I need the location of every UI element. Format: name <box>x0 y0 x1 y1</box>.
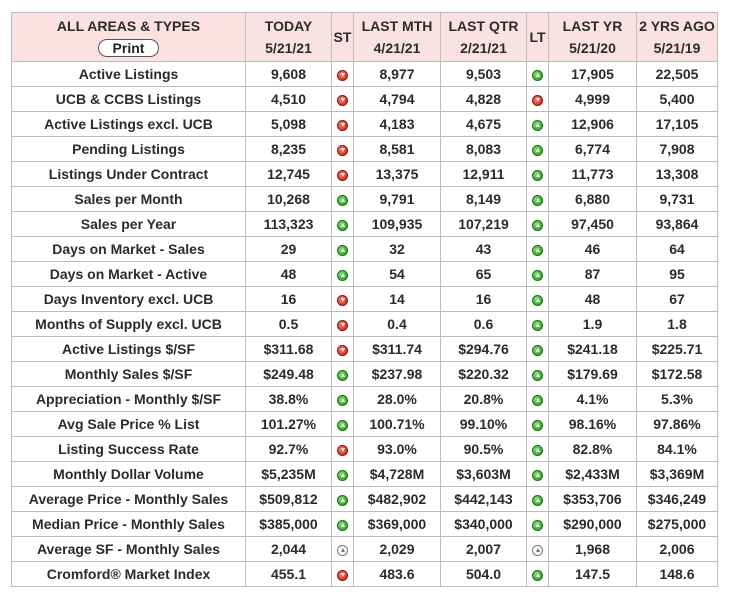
header-date: 5/21/20 <box>569 40 616 56</box>
long-term-trend-icon <box>532 470 543 481</box>
short-term-trend-cell <box>332 237 354 262</box>
today-value: 5,098 <box>246 112 332 137</box>
metric-label: Sales per Year <box>12 212 246 237</box>
table-row <box>12 512 718 537</box>
short-term-trend-icon <box>337 70 348 81</box>
last-year-value: 82.8% <box>549 437 637 462</box>
market-table-container <box>11 12 718 587</box>
long-term-trend-cell <box>527 312 549 337</box>
last-year-value: 1.9 <box>549 312 637 337</box>
two-years-ago-value: 95 <box>637 262 718 287</box>
two-years-ago-value: 22,505 <box>637 62 718 87</box>
last-year-value: 98.16% <box>549 412 637 437</box>
header-lt <box>527 13 549 62</box>
short-term-trend-icon <box>337 95 348 106</box>
last-quarter-value: 4,675 <box>441 112 527 137</box>
short-term-trend-cell <box>332 312 354 337</box>
two-years-ago-value: $172.58 <box>637 362 718 387</box>
last-month-value: $311.74 <box>354 337 441 362</box>
metric-label: Cromford® Market Index <box>12 562 246 587</box>
today-value: 12,745 <box>246 162 332 187</box>
long-term-trend-cell <box>527 537 549 562</box>
last-year-value: 4.1% <box>549 387 637 412</box>
long-term-trend-icon <box>532 320 543 331</box>
last-month-value: 8,977 <box>354 62 441 87</box>
last-quarter-value: 504.0 <box>441 562 527 587</box>
table-row <box>12 462 718 487</box>
long-term-trend-cell <box>527 462 549 487</box>
last-month-value: 54 <box>354 262 441 287</box>
today-value: 0.5 <box>246 312 332 337</box>
short-term-trend-cell <box>332 437 354 462</box>
last-month-value: 32 <box>354 237 441 262</box>
table-row <box>12 537 718 562</box>
long-term-trend-icon <box>532 370 543 381</box>
long-term-trend-cell <box>527 237 549 262</box>
two-years-ago-value: 1.8 <box>637 312 718 337</box>
table-row <box>12 262 718 287</box>
long-term-trend-icon <box>532 395 543 406</box>
long-term-trend-cell <box>527 387 549 412</box>
long-term-trend-cell <box>527 412 549 437</box>
table-row <box>12 187 718 212</box>
two-years-ago-value: 84.1% <box>637 437 718 462</box>
long-term-trend-icon <box>532 570 543 581</box>
today-value: $509,812 <box>246 487 332 512</box>
short-term-trend-icon <box>337 245 348 256</box>
table-title: ALL AREAS & TYPES <box>56 18 201 34</box>
two-years-ago-value: 67 <box>637 287 718 312</box>
last-quarter-value: $220.32 <box>441 362 527 387</box>
table-row <box>12 237 718 262</box>
metric-label: Months of Supply excl. UCB <box>12 312 246 337</box>
last-quarter-value: $294.76 <box>441 337 527 362</box>
two-years-ago-value: 148.6 <box>637 562 718 587</box>
last-quarter-value: 20.8% <box>441 387 527 412</box>
short-term-trend-icon <box>337 570 348 581</box>
short-term-trend-icon <box>337 145 348 156</box>
short-term-trend-cell <box>332 112 354 137</box>
table-row <box>12 87 718 112</box>
metric-label: Listing Success Rate <box>12 437 246 462</box>
short-term-trend-icon <box>337 395 348 406</box>
today-value: $311.68 <box>246 337 332 362</box>
short-term-trend-cell <box>332 362 354 387</box>
last-quarter-value: 99.10% <box>441 412 527 437</box>
header-label: LAST MTH <box>361 18 433 34</box>
short-term-trend-icon <box>337 220 348 231</box>
last-quarter-value: 12,911 <box>441 162 527 187</box>
long-term-trend-cell <box>527 437 549 462</box>
last-month-value: $4,728M <box>354 462 441 487</box>
metric-label: Active Listings $/SF <box>12 337 246 362</box>
header-today <box>246 13 332 62</box>
two-years-ago-value: 9,731 <box>637 187 718 212</box>
header-date: 4/21/21 <box>373 40 421 56</box>
two-years-ago-value: 2,006 <box>637 537 718 562</box>
last-quarter-value: 2,007 <box>441 537 527 562</box>
today-value: 2,044 <box>246 537 332 562</box>
last-year-value: 11,773 <box>549 162 637 187</box>
header-2-yrs-ago <box>637 13 718 62</box>
table-row <box>12 387 718 412</box>
today-value: 4,510 <box>246 87 332 112</box>
header-label: ST <box>333 29 352 45</box>
long-term-trend-cell <box>527 62 549 87</box>
last-month-value: 28.0% <box>354 387 441 412</box>
last-quarter-value: 8,083 <box>441 137 527 162</box>
last-quarter-value: 65 <box>441 262 527 287</box>
two-years-ago-value: $3,369M <box>637 462 718 487</box>
long-term-trend-cell <box>527 137 549 162</box>
short-term-trend-cell <box>332 162 354 187</box>
table-row <box>12 212 718 237</box>
metric-label: Average SF - Monthly Sales <box>12 537 246 562</box>
metric-label: Days Inventory excl. UCB <box>12 287 246 312</box>
short-term-trend-cell <box>332 387 354 412</box>
long-term-trend-icon <box>532 145 543 156</box>
last-year-value: 4,999 <box>549 87 637 112</box>
long-term-trend-icon <box>532 445 543 456</box>
short-term-trend-cell <box>332 62 354 87</box>
metric-label: Days on Market - Active <box>12 262 246 287</box>
header-label: TODAY <box>264 18 313 34</box>
long-term-trend-cell <box>527 512 549 537</box>
short-term-trend-icon <box>337 170 348 181</box>
two-years-ago-value: 93,864 <box>637 212 718 237</box>
last-month-value: 8,581 <box>354 137 441 162</box>
table-row <box>12 312 718 337</box>
metric-label: Monthly Dollar Volume <box>12 462 246 487</box>
long-term-trend-icon <box>532 495 543 506</box>
long-term-trend-cell <box>527 287 549 312</box>
table-row <box>12 137 718 162</box>
table-row <box>12 337 718 362</box>
two-years-ago-value: $275,000 <box>637 512 718 537</box>
two-years-ago-value: 7,908 <box>637 137 718 162</box>
metric-label: Active Listings excl. UCB <box>12 112 246 137</box>
today-value: 92.7% <box>246 437 332 462</box>
header-date: 2/21/21 <box>460 40 507 56</box>
today-value: $385,000 <box>246 512 332 537</box>
metric-label: UCB & CCBS Listings <box>12 87 246 112</box>
long-term-trend-cell <box>527 187 549 212</box>
short-term-trend-icon <box>337 370 348 381</box>
metric-label: Avg Sale Price % List <box>12 412 246 437</box>
last-year-value: 87 <box>549 262 637 287</box>
long-term-trend-icon <box>532 295 543 306</box>
header-date: 5/21/21 <box>265 40 312 56</box>
last-quarter-value: $3,603M <box>441 462 527 487</box>
long-term-trend-icon <box>532 245 543 256</box>
table-row <box>12 362 718 387</box>
short-term-trend-icon <box>337 495 348 506</box>
last-quarter-value: 90.5% <box>441 437 527 462</box>
short-term-trend-cell <box>332 412 354 437</box>
two-years-ago-value: $346,249 <box>637 487 718 512</box>
last-year-value: 97,450 <box>549 212 637 237</box>
today-value: 9,608 <box>246 62 332 87</box>
today-value: 29 <box>246 237 332 262</box>
last-quarter-value: 9,503 <box>441 62 527 87</box>
last-month-value: 4,794 <box>354 87 441 112</box>
short-term-trend-cell <box>332 537 354 562</box>
long-term-trend-cell <box>527 562 549 587</box>
last-month-value: 109,935 <box>354 212 441 237</box>
long-term-trend-cell <box>527 87 549 112</box>
short-term-trend-cell <box>332 562 354 587</box>
long-term-trend-icon <box>532 120 543 131</box>
long-term-trend-cell <box>527 162 549 187</box>
short-term-trend-cell <box>332 137 354 162</box>
last-year-value: 147.5 <box>549 562 637 587</box>
long-term-trend-icon <box>532 220 543 231</box>
two-years-ago-value: 64 <box>637 237 718 262</box>
today-value: $5,235M <box>246 462 332 487</box>
long-term-trend-icon <box>532 345 543 356</box>
header-st <box>332 13 354 62</box>
print-button[interactable]: Print <box>98 39 160 57</box>
long-term-trend-cell <box>527 212 549 237</box>
last-quarter-value: 43 <box>441 237 527 262</box>
today-value: 101.27% <box>246 412 332 437</box>
table-row <box>12 162 718 187</box>
two-years-ago-value: 5,400 <box>637 87 718 112</box>
long-term-trend-icon <box>532 545 543 556</box>
last-month-value: 93.0% <box>354 437 441 462</box>
header-label: LT <box>529 29 546 45</box>
two-years-ago-value: 5.3% <box>637 387 718 412</box>
short-term-trend-cell <box>332 262 354 287</box>
short-term-trend-icon <box>337 270 348 281</box>
last-year-value: 46 <box>549 237 637 262</box>
long-term-trend-icon <box>532 420 543 431</box>
table-row <box>12 437 718 462</box>
short-term-trend-cell <box>332 187 354 212</box>
short-term-trend-cell <box>332 487 354 512</box>
table-row <box>12 562 718 587</box>
short-term-trend-icon <box>337 470 348 481</box>
short-term-trend-cell <box>332 212 354 237</box>
short-term-trend-icon <box>337 320 348 331</box>
short-term-trend-icon <box>337 120 348 131</box>
last-quarter-value: 16 <box>441 287 527 312</box>
last-quarter-value: $340,000 <box>441 512 527 537</box>
header-date: 5/21/19 <box>653 40 701 56</box>
metric-label: Pending Listings <box>12 137 246 162</box>
short-term-trend-icon <box>337 195 348 206</box>
long-term-trend-cell <box>527 362 549 387</box>
metric-label: Median Price - Monthly Sales <box>12 512 246 537</box>
last-year-value: $241.18 <box>549 337 637 362</box>
last-month-value: $369,000 <box>354 512 441 537</box>
metric-label: Sales per Month <box>12 187 246 212</box>
market-summary-table <box>11 12 718 587</box>
today-value: 38.8% <box>246 387 332 412</box>
long-term-trend-icon <box>532 520 543 531</box>
long-term-trend-icon <box>532 70 543 81</box>
table-row <box>12 487 718 512</box>
long-term-trend-cell <box>527 337 549 362</box>
two-years-ago-value: 17,105 <box>637 112 718 137</box>
short-term-trend-icon <box>337 420 348 431</box>
short-term-trend-icon <box>337 345 348 356</box>
last-year-value: $2,433M <box>549 462 637 487</box>
last-month-value: 0.4 <box>354 312 441 337</box>
metric-label: Monthly Sales $/SF <box>12 362 246 387</box>
two-years-ago-value: 97.86% <box>637 412 718 437</box>
today-value: 113,323 <box>246 212 332 237</box>
header-last-qtr <box>441 13 527 62</box>
last-year-value: 6,774 <box>549 137 637 162</box>
last-year-value: 12,906 <box>549 112 637 137</box>
last-quarter-value: 8,149 <box>441 187 527 212</box>
header-title-cell <box>12 13 246 62</box>
short-term-trend-cell <box>332 337 354 362</box>
table-body <box>12 62 718 587</box>
last-quarter-value: 107,219 <box>441 212 527 237</box>
last-month-value: 2,029 <box>354 537 441 562</box>
last-month-value: 4,183 <box>354 112 441 137</box>
long-term-trend-icon <box>532 270 543 281</box>
last-year-value: 1,968 <box>549 537 637 562</box>
today-value: 16 <box>246 287 332 312</box>
last-month-value: 14 <box>354 287 441 312</box>
table-row <box>12 62 718 87</box>
last-month-value: $482,902 <box>354 487 441 512</box>
metric-label: Listings Under Contract <box>12 162 246 187</box>
long-term-trend-cell <box>527 487 549 512</box>
metric-label: Appreciation - Monthly $/SF <box>12 387 246 412</box>
last-month-value: 483.6 <box>354 562 441 587</box>
header-last-yr <box>549 13 637 62</box>
last-year-value: 17,905 <box>549 62 637 87</box>
long-term-trend-cell <box>527 262 549 287</box>
today-value: $249.48 <box>246 362 332 387</box>
last-year-value: $353,706 <box>549 487 637 512</box>
header-label: LAST YR <box>562 18 623 34</box>
last-month-value: 13,375 <box>354 162 441 187</box>
long-term-trend-icon <box>532 195 543 206</box>
table-header <box>12 13 718 62</box>
last-quarter-value: 0.6 <box>441 312 527 337</box>
short-term-trend-icon <box>337 520 348 531</box>
today-value: 455.1 <box>246 562 332 587</box>
today-value: 48 <box>246 262 332 287</box>
last-quarter-value: $442,143 <box>441 487 527 512</box>
metric-label: Average Price - Monthly Sales <box>12 487 246 512</box>
last-quarter-value: 4,828 <box>441 87 527 112</box>
two-years-ago-value: 13,308 <box>637 162 718 187</box>
last-month-value: 100.71% <box>354 412 441 437</box>
today-value: 8,235 <box>246 137 332 162</box>
table-row <box>12 112 718 137</box>
long-term-trend-cell <box>527 112 549 137</box>
short-term-trend-icon <box>337 295 348 306</box>
table-row <box>12 412 718 437</box>
header-label: LAST QTR <box>448 18 519 34</box>
long-term-trend-icon <box>532 170 543 181</box>
short-term-trend-cell <box>332 512 354 537</box>
table-row <box>12 287 718 312</box>
last-year-value: 6,880 <box>549 187 637 212</box>
last-year-value: $179.69 <box>549 362 637 387</box>
last-year-value: $290,000 <box>549 512 637 537</box>
last-month-value: 9,791 <box>354 187 441 212</box>
metric-label: Days on Market - Sales <box>12 237 246 262</box>
metric-label: Active Listings <box>12 62 246 87</box>
short-term-trend-cell <box>332 462 354 487</box>
header-label: 2 YRS AGO <box>639 18 715 34</box>
today-value: 10,268 <box>246 187 332 212</box>
header-last-mth <box>354 13 441 62</box>
two-years-ago-value: $225.71 <box>637 337 718 362</box>
short-term-trend-icon <box>337 445 348 456</box>
last-year-value: 48 <box>549 287 637 312</box>
short-term-trend-cell <box>332 87 354 112</box>
long-term-trend-icon <box>532 95 543 106</box>
short-term-trend-icon <box>337 545 348 556</box>
short-term-trend-cell <box>332 287 354 312</box>
last-month-value: $237.98 <box>354 362 441 387</box>
